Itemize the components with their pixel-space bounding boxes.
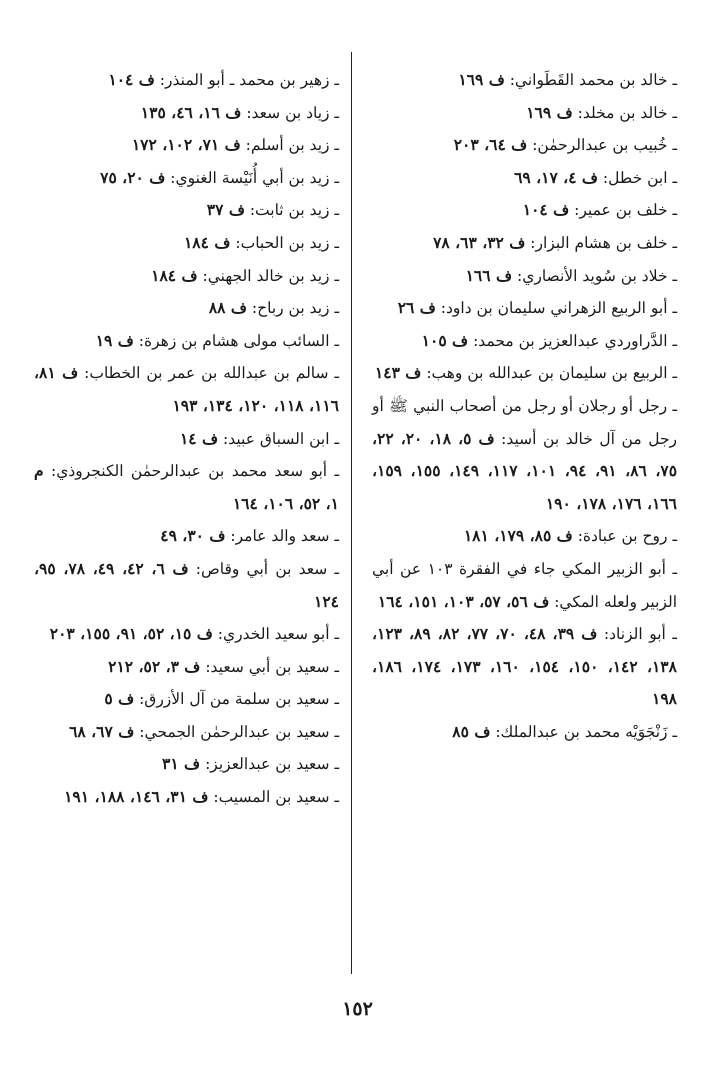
entry-name: ـ زيد بن أبي أُنَيْسة الغنوي:	[170, 168, 339, 187]
entry-references: ف ٨٥	[452, 721, 491, 741]
entry-name: ـ خلف بن هشام البزار:	[530, 233, 677, 252]
entry-name: ـ أبو سعد محمد بن عبدالرحمٰن الكنجروذي:	[50, 462, 339, 481]
entry-name: ـ سعيد بن المسيب:	[213, 788, 339, 807]
entry-references: ف ٥، ١٨، ٢٠، ٢٢، ٧٥، ٨٦، ٩١، ٩٤، ١٠١، ١١٧، ١٤٩، ١٥٥، ١٥٩، ١٦٦، ١٧٦، ١٧٨، ١٩٠	[372, 428, 678, 513]
entry-references: ف ١٦٩	[526, 102, 573, 122]
entry-references: ف ١٤٣	[374, 363, 422, 383]
entry-references: ف ٣١	[162, 754, 201, 774]
entry-references: ف ١٨٤	[151, 265, 198, 285]
entry-references: ف ٢٠، ٧٥	[100, 167, 166, 187]
entry-references: ف ٦٤، ٢٠٣	[453, 135, 528, 155]
entry-references: ف ١٠٤	[108, 70, 155, 89]
index-column-left	[34, 64, 339, 814]
entry-references: ف ٣٠، ٤٩	[160, 526, 226, 546]
index-entry	[372, 292, 677, 325]
index-entry	[34, 64, 339, 97]
entry-references: ف ٥٦، ٥٧، ١٠٣، ١٥١، ١٦٤	[377, 591, 550, 611]
index-entry	[34, 748, 339, 781]
index-entry	[34, 292, 339, 325]
entry-references: ف ٥	[104, 689, 135, 709]
entry-references: ف ١٩	[95, 330, 134, 350]
index-entry	[34, 651, 339, 684]
index-entry	[372, 553, 677, 618]
entry-references: ف ١٨٤	[183, 232, 231, 252]
entry-name: ـ زيد بن الحباب:	[235, 233, 339, 252]
entry-references: ف ١٦٦	[465, 265, 513, 285]
index-entry	[34, 455, 339, 520]
entry-references: ف ١٥، ٥٢، ٩١، ١٥٥، ٢٠٣	[49, 624, 213, 644]
column-divider	[351, 52, 352, 974]
entry-name: ـ أبو الزبير المكي جاء في الفقرة ١٠٣ عن أبي الزبير ولعله المكي:	[372, 559, 677, 611]
index-entry	[372, 260, 677, 293]
entry-references: ف ١٦، ٤٦، ١٣٥	[140, 102, 242, 122]
entry-name: ـ زيد بن ثابت:	[249, 201, 339, 220]
index-entry	[34, 260, 339, 293]
entry-references: ف ٦٧، ٦٨	[69, 721, 135, 741]
entry-references: ف ٨٥، ١٧٩، ١٨١	[463, 526, 573, 546]
entry-name: ـ أبو الربيع الزهراني سليمان بن داود:	[440, 299, 677, 318]
entry-name: ـ خالد بن محمد القَطَواني:	[509, 71, 677, 89]
index-entry	[34, 423, 339, 456]
index-entry	[372, 520, 677, 553]
entry-name: ـ أبو سعيد الخدري:	[217, 625, 339, 644]
page-number: ١٥٢	[342, 998, 373, 1020]
index-entry	[34, 227, 339, 260]
index-entry	[372, 716, 677, 749]
index-entry	[34, 618, 339, 651]
entry-name: ـ روح بن عبادة:	[577, 527, 677, 546]
index-entry	[34, 553, 339, 618]
entry-name: ـ سالم بن عبدالله بن عمر بن الخطاب:	[84, 364, 339, 383]
entry-references: ف ٨١، ١١٦، ١١٨، ١٢٠، ١٣٤، ١٩٣	[34, 363, 339, 415]
entry-name: ـ خُبيب بن عبدالرحمٰن:	[532, 136, 677, 155]
entry-references: ف ٣٢، ٦٣، ٧٨	[433, 232, 526, 252]
index-entry	[372, 325, 677, 358]
index-entry	[372, 227, 677, 260]
entry-name: ـ الدَّراوردي عبدالعزيز بن محمد:	[473, 331, 677, 350]
entry-name: ـ زياد بن سعد:	[246, 103, 339, 122]
entry-references: ف ٤، ١٧، ٦٩	[514, 167, 598, 187]
entry-name: ـ ابن خطل:	[602, 168, 677, 187]
index-entry	[34, 194, 339, 227]
entry-name: ـ سعد والد عامر:	[230, 527, 339, 546]
index-entry	[34, 162, 339, 195]
index-entry	[34, 325, 339, 358]
entry-name: ـ سعيد بن عبدالرحمٰن الجمحي:	[139, 722, 339, 741]
entry-name: ـ سعد بن أبي وقاص:	[195, 559, 340, 578]
entry-references: ف ٧١، ١٠٢، ١٧٢	[131, 135, 241, 155]
entry-name: ـ زيد بن خالد الجهني:	[202, 266, 339, 285]
entry-name: ـ رجل أو رجلان أو رجل من أصحاب النبي ﷺ أو رجل من آل خالد بن أسيد:	[372, 396, 678, 448]
entry-references: ف ٣٩، ٤٨، ٧٠، ٧٧، ٨٢، ٨٩، ١٢٣، ١٣٨، ١٤٢، ١٥٠، ١٥٤، ١٦٠، ١٧٣، ١٧٤، ١٨٦، ١٩٨	[372, 624, 677, 709]
entry-name: ـ زيد بن رباح:	[251, 299, 339, 318]
index-entry	[372, 97, 677, 130]
entry-name: ـ سعيد بن عبدالعزيز:	[205, 755, 339, 774]
entry-name: ـ ابن السباق عبيد:	[223, 429, 339, 448]
index-entry	[34, 683, 339, 716]
entry-name: ـ أبو الزناد:	[603, 625, 677, 644]
index-entry	[372, 129, 677, 162]
entry-references: ف ٢٦	[397, 298, 436, 318]
index-entry	[34, 97, 339, 130]
entry-references: ف ٨٨	[208, 298, 247, 318]
entry-name: ـ زَنْجَوَيْه محمد بن عبدالملك:	[495, 722, 677, 741]
entry-references: ف ١٦٩	[458, 70, 505, 89]
index-entry	[372, 162, 677, 195]
entry-references: ف ١٠٤	[522, 200, 570, 220]
entry-references: ف ٣، ٥٢، ٢١٢	[108, 656, 201, 676]
entry-name: ـ سعيد بن أبي سعيد:	[205, 657, 339, 676]
index-entry	[372, 357, 677, 390]
entry-name: ـ زيد بن أسلم:	[245, 136, 339, 155]
entry-references: م ١، ٥٢، ١٠٦، ١٦٤	[34, 461, 339, 513]
entry-references: ف ٣٧	[206, 200, 245, 220]
entry-name: ـ السائب مولى هشام بن زهرة:	[138, 331, 339, 350]
entry-name: ـ الربيع بن سليمان بن عبدالله بن وهب:	[426, 364, 677, 383]
index-entry	[34, 716, 339, 749]
entry-name: ـ خالد بن مخلد:	[577, 103, 677, 122]
index-entry	[34, 357, 339, 422]
entry-name: ـ خلاد بن سُويد الأنصاري:	[516, 266, 677, 285]
index-entry	[34, 520, 339, 553]
entry-references: ف ١٤	[179, 428, 219, 448]
index-entry	[372, 618, 677, 716]
entry-name: ـ سعيد بن سلمة من آل الأزرق:	[139, 690, 339, 709]
entry-references: ف ٦، ٤٢، ٤٩، ٧٨، ٩٥، ١٢٤	[34, 558, 339, 611]
index-entry	[34, 781, 339, 814]
entry-name: ـ خلف بن عمير:	[574, 201, 677, 220]
index-column-right	[372, 64, 677, 748]
index-entry	[372, 194, 677, 227]
entry-references: ف ٣١، ١٤٦، ١٨٨، ١٩١	[64, 787, 209, 807]
index-entry	[372, 64, 677, 97]
index-entry	[34, 129, 339, 162]
index-entry	[372, 390, 677, 520]
entry-references: ف ١٠٥	[421, 330, 469, 350]
entry-name: ـ زهير بن محمد ـ أبو المنذر:	[159, 71, 339, 89]
